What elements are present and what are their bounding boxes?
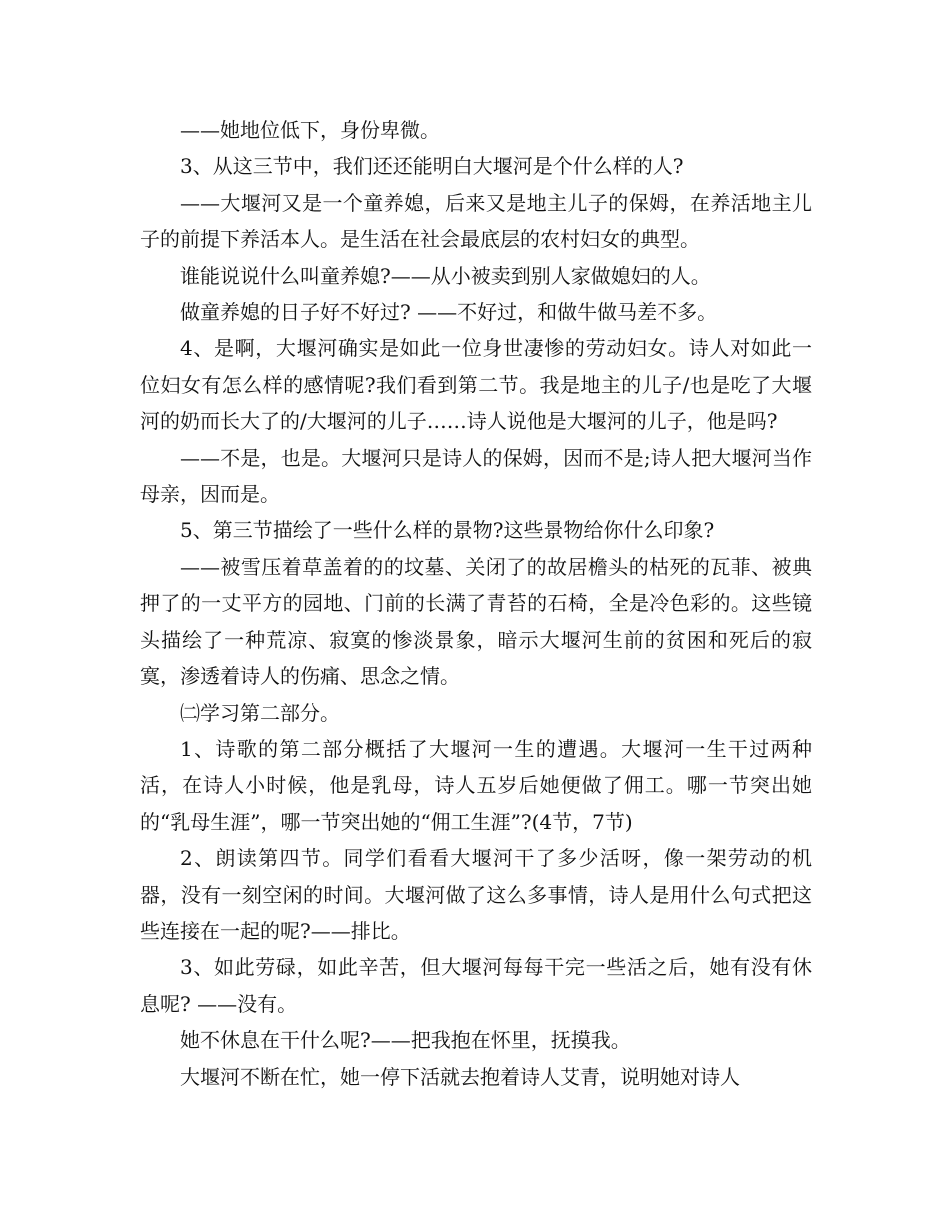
paragraph-11: 1、诗歌的第二部分概括了大堰河一生的遭遇。大堰河一生干过两种活，在诗人小时候，他是乳母，诗人五岁后她便做了佣工。哪一节突出她的“乳母生涯”，哪一节突出她的“佣工生涯”?(4节，7节) — [140, 736, 812, 834]
paragraph-4: 谁能说说什么叫童养媳?——从小被卖到别人家做媳妇的人。 — [180, 263, 711, 288]
section-heading: ㈡学习第二部分。 — [180, 700, 340, 725]
paragraph-9: ——被雪压着草盖着的的坟墓、关闭了的故居檐头的枯死的瓦菲、被典押了的一丈平方的园地、门前的长满了青苔的石椅，全是冷色彩的。这些镜头描绘了一种荒凉、寂寞的惨淡景象，暗示大堰河生前的贫困和死后的寂寞，渗透着诗人的伤痛、思念之情。 — [140, 554, 812, 689]
paragraph-15: 大堰河不断在忙，她一停下活就去抱着诗人艾青，说明她对诗人 — [180, 1064, 740, 1089]
document-body — [140, 112, 812, 1095]
paragraph-12: 2、朗读第四节。同学们看看大堰河干了多少活呀，像一架劳动的机器，没有一刻空闲的时间。大堰河做了这么多事情，诗人是用什么句式把这些连接在一起的呢?——排比。 — [140, 846, 812, 943]
paragraph-1: ——她地位低下，身份卑微。 — [180, 118, 440, 142]
paragraph-5: 做童养媳的日子好不好过? ——不好过，和做牛做马差不多。 — [180, 300, 718, 325]
paragraph-6: 4、是啊，大堰河确实是如此一位身世凄惨的劳动妇女。诗人对如此一位妇女有怎么样的感情呢?我们看到第二节。我是地主的儿子/也是吃了大堰河的奶而长大了的/大堰河的儿子……诗人说他是大堰河的儿子，他是吗? — [140, 336, 812, 434]
paragraph-2: 3、从这三节中，我们还还能明白大堰河是个什么样的人? — [180, 154, 684, 179]
paragraph-7: ——不是，也是。大堰河只是诗人的保姆，因而不是;诗人把大堰河当作母亲，因而是。 — [140, 445, 812, 507]
paragraph-14: 她不休息在干什么呢?——把我抱在怀里，抚摸我。 — [180, 1028, 631, 1053]
paragraph-13: 3、如此劳碌，如此辛苦，但大堰河每每干完一些活之后，她有没有休息呢? ——没有。 — [140, 955, 812, 1016]
paragraph-8: 5、第三节描绘了一些什么样的景物?这些景物给你什么印象? — [180, 518, 715, 543]
paragraph-3: ——大堰河又是一个童养媳，后来又是地主儿子的保姆，在养活地主儿子的前提下养活本人。是生活在社会最底层的农村妇女的典型。 — [140, 190, 812, 252]
